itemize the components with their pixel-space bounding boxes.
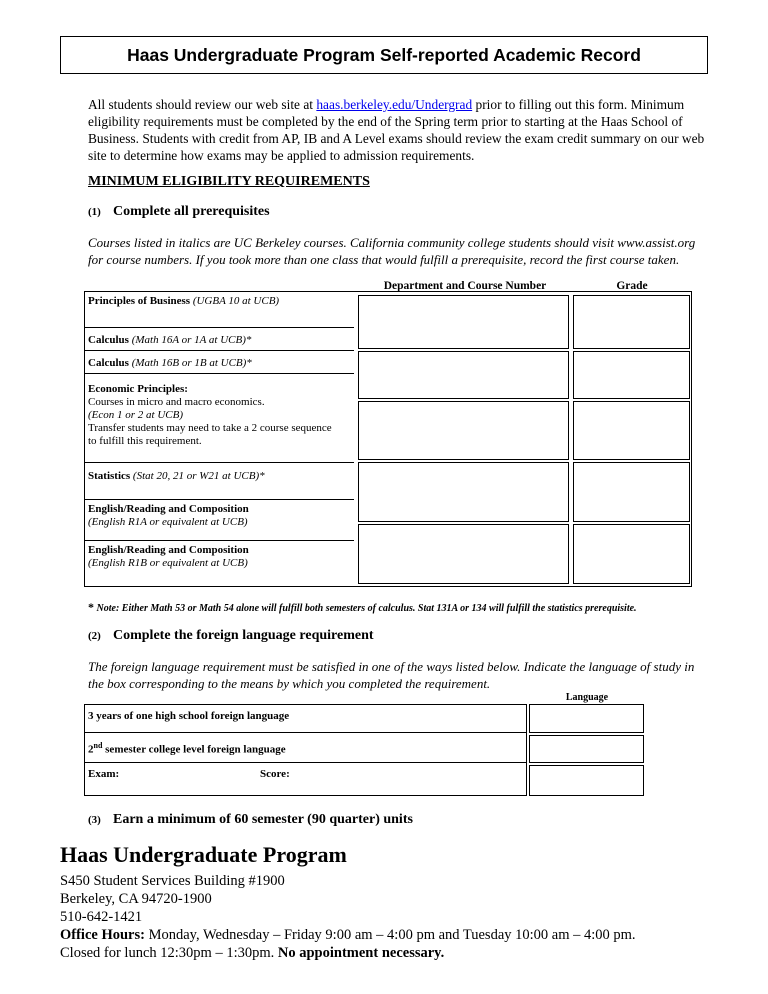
section-2-title: Complete the foreign language requirement bbox=[113, 628, 374, 643]
language-header: Language bbox=[565, 692, 609, 703]
lang-row-exam bbox=[88, 768, 518, 781]
grade-cell[interactable] bbox=[573, 524, 690, 584]
language-cell[interactable] bbox=[529, 765, 644, 796]
program-title: Haas Undergraduate Program bbox=[60, 842, 347, 867]
intro-text-1: All students should review our web site at bbox=[88, 97, 317, 112]
language-cell[interactable] bbox=[529, 735, 644, 763]
section-1-number: (1) bbox=[88, 206, 101, 218]
lang-row-high-school: 3 years of one high school foreign language bbox=[88, 710, 290, 722]
haas-website-link[interactable]: haas.berkeley.edu/Undergrad bbox=[316, 97, 473, 112]
prereq-row-economics: Economic Principles: Courses in micro and macro economics. (Econ 1 or 2 at UCB) Transfer students may need to take a 2 course sequence to fulfill this requirement. bbox=[88, 383, 332, 447]
course-number-cell[interactable] bbox=[358, 462, 569, 522]
section-2-note: The foreign language requirement must be satisfied in one of the ways listed below. Indicate the language of study in the box corresponding to the means by which you completed the requirement. bbox=[88, 659, 695, 691]
language-cell[interactable] bbox=[529, 704, 644, 733]
intro-text-2: prior to filling out this form. Minimum eligibility requirements must be completed by the end of the Spring term prior to starting at the Haas School of Business. Students with credit from AP, IB and A Level exams should review the exam credit summary on our web site to determine how exams may be applied to admission requirements. bbox=[88, 97, 705, 163]
score-label: Score: bbox=[260, 768, 290, 780]
calculus-footnote: * Note: Either Math 53 or Math 54 alone will fulfill both semesters of calculus. Stat 131A or 134 will fulfill the statistics prerequisite. bbox=[88, 600, 637, 614]
section-1-heading bbox=[88, 204, 270, 220]
section-1-title: Complete all prerequisites bbox=[113, 204, 270, 219]
grade-cell[interactable] bbox=[573, 462, 690, 522]
title-box bbox=[60, 36, 708, 74]
page-title: Haas Undergraduate Program Self-reported Academic Record bbox=[127, 44, 641, 65]
exam-label: Exam: bbox=[88, 768, 120, 780]
section-3-heading bbox=[88, 812, 413, 828]
grade-cell[interactable] bbox=[573, 295, 690, 349]
prereq-row-business: Principles of Business (UGBA 10 at UCB) bbox=[88, 295, 280, 307]
phone-number: 510-642-1421 bbox=[60, 909, 143, 925]
address-line-1: S450 Student Services Building #1900 bbox=[60, 873, 285, 889]
section-1-note: Courses listed in italics are UC Berkeley courses. California community college students should visit www.assist.org for course numbers. If you took more than one class that would fulfill a prerequisite, record the first course taken. bbox=[88, 235, 696, 267]
intro-paragraph bbox=[88, 96, 708, 164]
course-number-cell[interactable] bbox=[358, 295, 569, 349]
prereq-row-calculus-1: Calculus (Math 16A or 1A at UCB)* bbox=[88, 334, 252, 346]
section-3-title: Earn a minimum of 60 semester (90 quarter) units bbox=[113, 812, 413, 827]
office-hours: Office Hours: Monday, Wednesday – Friday 9:00 am – 4:00 pm and Tuesday 10:00 am – 4:00 pm. bbox=[60, 927, 636, 943]
prereq-row-statistics: Statistics (Stat 20, 21 or W21 at UCB)* bbox=[88, 470, 265, 482]
prereq-row-calculus-2: Calculus (Math 16B or 1B at UCB)* bbox=[88, 357, 252, 369]
min-eligibility-heading: MINIMUM ELIGIBILITY REQUIREMENTS bbox=[88, 174, 370, 189]
course-number-cell[interactable] bbox=[358, 524, 569, 584]
section-2-number: (2) bbox=[88, 630, 101, 642]
prereq-row-english-2: English/Reading and Composition (English R1B or equivalent at UCB) bbox=[88, 544, 249, 569]
section-2-heading bbox=[88, 628, 374, 644]
section-3-number: (3) bbox=[88, 814, 101, 826]
course-number-cell[interactable] bbox=[358, 351, 569, 399]
grade-header: Grade bbox=[616, 280, 648, 292]
program-contact bbox=[60, 872, 636, 962]
course-number-cell[interactable] bbox=[358, 401, 569, 460]
prereq-row-english-1: English/Reading and Composition (English R1A or equivalent at UCB) bbox=[88, 503, 249, 528]
course-number-header: Department and Course Number bbox=[383, 280, 547, 292]
grade-cell[interactable] bbox=[573, 401, 690, 460]
address-line-2: Berkeley, CA 94720-1900 bbox=[60, 891, 212, 907]
lunch-note: Closed for lunch 12:30pm – 1:30pm. No appointment necessary. bbox=[60, 945, 445, 961]
grade-cell[interactable] bbox=[573, 351, 690, 399]
lang-row-college: 2nd semester college level foreign language bbox=[88, 741, 286, 756]
